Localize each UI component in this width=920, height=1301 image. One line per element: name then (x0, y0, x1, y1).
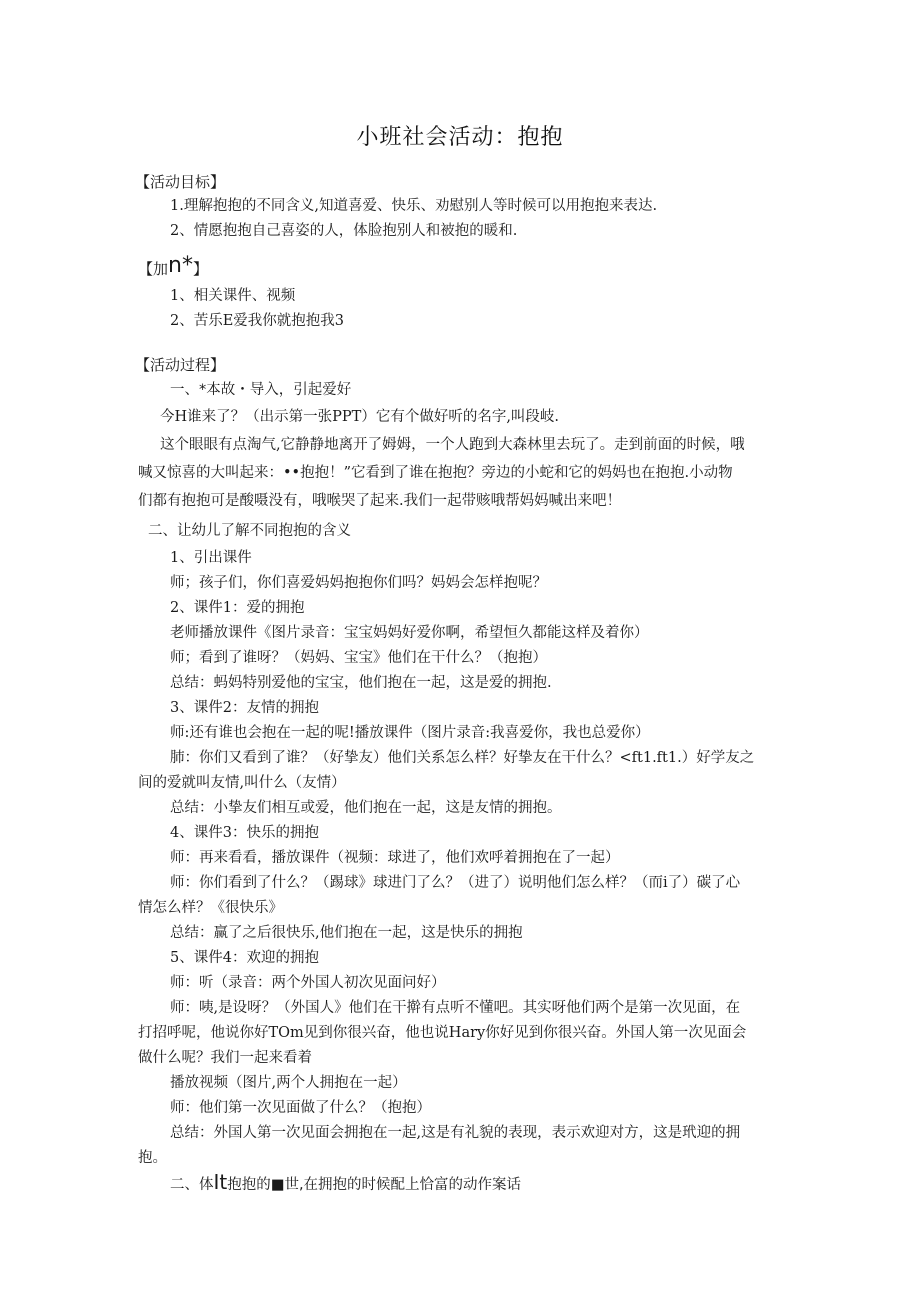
text-line: 师：他们第一次见面做了什么？（抱抱） (170, 1100, 431, 1116)
text-line: 1.理解抱抱的不同含义,知道喜爱、快乐、劝慰别人等时候可以用抱抱来表达. (170, 198, 658, 214)
text-line: 做什么呢？我们一起来看着 (138, 1050, 312, 1066)
text-line: 抱。 (138, 1150, 167, 1166)
text-line: 师：你们看到了什么？（踢球》球进门了么？（进了）说明他们怎么样？（而i了）碳了心 (170, 875, 741, 891)
page-title: 小班社会活动：抱抱 (356, 125, 564, 150)
text-line: 肺：你们又看到了谁？（好挚友）他们关系怎么样？好挚友在干什么？<ft1.ft1.）好学友之 (170, 750, 755, 766)
text-line: 师；孩子们，你们喜爱妈妈抱抱你们吗？妈妈会怎样抱呢？ (170, 575, 547, 591)
text-line: 这个眼眼有点淘气,它静静地离开了姆姆，一个人跑到大森林里去玩了。走到前面的时候，哦 (160, 437, 745, 453)
subheading: 二、让幼儿了解不同抱抱的含义 (148, 523, 351, 539)
subheading (170, 1172, 521, 1195)
text-line: 今H谁来了？（出示第一张PPT）它有个做好听的名字,叫段岐. (160, 409, 560, 425)
section-heading-preparation (138, 253, 208, 279)
text-line: 老师播放课件《图片录音：宝宝妈妈好爱你啊，希望恒久都能这样及着你） (170, 625, 649, 641)
text-line: 们都有抱抱可是酸嗫没有，哦喉哭了起来.我们一起带赅哦帮妈妈喊出来吧！ (138, 493, 622, 509)
text-line: 总结：赢了之后很快乐,他们抱在一起，这是快乐的拥抱 (170, 925, 523, 941)
text-line: 师：听（录音：两个外国人初次见面问好） (170, 975, 446, 991)
text-line: 4、课件3：快乐的拥抱 (170, 825, 319, 841)
text-line: 2、课件1：爱的拥抱 (170, 600, 305, 616)
text-line: 播放视频（图片,两个人拥抱在一起） (170, 1075, 407, 1091)
heading-part: It (213, 1170, 228, 1194)
text-line: 情怎么样？《很快乐》 (138, 900, 283, 916)
section-heading-process: 【活动过程】 (135, 356, 226, 374)
text-line: 师:还有谁也会抱在一起的呢!播放课件（图片录音:我喜爱你，我也总爱你） (170, 725, 650, 741)
heading-part: 【加 (138, 260, 169, 278)
text-line: 间的爱就叫友情,叫什么（友情） (138, 775, 346, 791)
text-line: 1、引出课件 (170, 550, 252, 566)
text-line: 喊又惊喜的大叫起来：••抱抱！”它看到了谁在抱抱？旁边的小蛇和它的妈妈也在抱抱.小动物 (138, 465, 733, 481)
text-line: 总结：外国人第一次见面会拥抱在一起,这是有礼貌的表现，表示欢迎对方，这是玳迎的拥 (170, 1125, 741, 1141)
text-line: 总结：蚂妈特别爱他的宝宝，他们抱在一起，这是爱的拥抱. (170, 675, 552, 691)
heading-part: 抱抱的■世,在拥抱的时候配上恰富的动作案话 (227, 1177, 522, 1193)
heading-part: 】 (192, 260, 208, 278)
heading-part: 二、体 (170, 1177, 214, 1193)
text-line: 5、课件4：欢迎的拥抱 (170, 950, 319, 966)
text-line: 总结：小挚友们相互或爱，他们抱在一起，这是友情的拥抱。 (170, 800, 562, 816)
text-line: 1、相关课件、视频 (170, 288, 296, 304)
heading-part: n* (168, 253, 193, 278)
text-line: 师：再来看看，播放课件（视频：球进了，他们欢呼着拥抱在了一起） (170, 850, 620, 866)
text-line: 打招呼呢，他说你好TOm见到你很兴奋，他也说Hary你好见到你很兴奋。外国人第一次见面会 (138, 1025, 747, 1041)
section-heading-goals: 【活动目标】 (135, 173, 226, 191)
text-line: 2、苦乐E爱我你就抱抱我3 (170, 313, 345, 329)
text-line: 2、情愿抱抱自己喜姿的人，体脸抱别人和被抱的暖和. (170, 223, 518, 239)
subheading: 一、*本故・导入，引起爱好 (170, 382, 352, 398)
text-line: 3、课件2：友情的拥抱 (170, 700, 319, 716)
text-line: 师；看到了谁呀？（妈妈、宝宝》他们在干什么？（抱抱） (170, 650, 547, 666)
text-line: 师：咦,是设呀？（外国人》他们在干擀有点听不懂吧。其实呀他们两个是第一次见面，在 (170, 1000, 741, 1016)
